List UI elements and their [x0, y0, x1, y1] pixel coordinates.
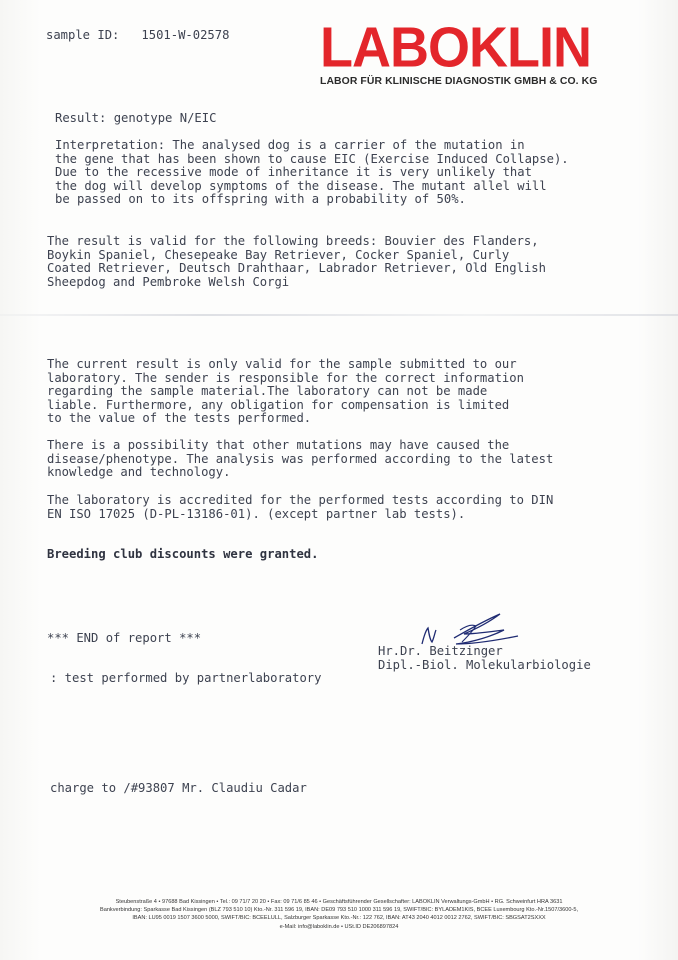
logo-wordmark: LABOKLIN	[320, 16, 591, 80]
validity-line: The current result is only valid for the sample submitted to our	[47, 357, 517, 371]
signer-title: Dipl.-Biol. Molekularbiologie	[378, 657, 591, 672]
possibility-line: There is a possibility that other mutations may have caused the	[47, 438, 510, 452]
end-of-report: *** END of report ***	[47, 631, 202, 645]
possibility-paragraph	[47, 439, 553, 480]
footer-line: IBAN: LU95 0019 1507 3600 5000, SWIFT/BIC: BCEELULL, Salzburger Sparkasse Kto.-Nr.: 122 762, IBAN: AT43 2040 4012 0012 2762, SWIFT/BIC: SBGSAT2SXXX	[132, 915, 546, 922]
partner-note: : test performed by partnerlaboratory	[50, 671, 322, 685]
validity-line: to the value of the tests performed.	[47, 411, 312, 426]
validity-line: laboratory. The sender is responsible for the correct information	[47, 370, 524, 385]
interpretation-line: Interpretation: The analysed dog is a carrier of the mutation in	[55, 138, 525, 152]
accreditation-paragraph	[47, 494, 553, 521]
interpretation-line: be passed on to its offspring with a probability of 50%.	[55, 192, 466, 207]
sample-id	[46, 29, 229, 43]
letterhead-footer	[0, 898, 678, 931]
signer-block	[378, 645, 591, 672]
breeds-line: Sheepdog and Pembroke Welsh Corgi	[47, 274, 290, 289]
charge-line: charge to /#93807 Mr. Claudiu Cadar	[50, 781, 307, 795]
possibility-line: knowledge and technology.	[47, 465, 231, 480]
interpretation-line: the dog will develop symptoms of the disease. The mutant allel will	[55, 178, 547, 193]
footer-line: Steubenstraße 4 • 97688 Bad Kissingen • Tel.: 09 71/7 20 20 • Fax: 09 71/6 85 46 • Geschäftsführender Gesellschafter: LABOKLIN Verwaltungs-GmbH • RG. Schweinfurt HRA 3631	[115, 899, 563, 905]
paper-fold-line	[0, 314, 678, 316]
validity-line: liable. Furthermore, any obligation for compensation is limited	[47, 397, 510, 412]
breeds-line: Coated Retriever, Deutsch Drahthaar, Labrador Retriever, Old English	[47, 261, 546, 276]
sample-id-label: sample ID:	[46, 28, 120, 42]
accreditation-line: The laboratory is accredited for the performed tests according to DIN	[47, 493, 554, 507]
signer-name: Hr.Dr. Beitzinger	[378, 644, 503, 658]
interpretation-paragraph	[55, 139, 569, 207]
validity-paragraph	[47, 358, 524, 426]
logo-subtitle: LABOR FÜR KLINISCHE DIAGNOSTIK GMBH & CO. KG	[320, 76, 598, 87]
result-line: Result: genotype N/EIC	[55, 111, 217, 125]
sample-id-value: 1501-W-02578	[141, 28, 230, 42]
footer-line: e-Mail: info@laboklin.de • USt.ID DE206897824	[279, 923, 399, 930]
possibility-line: disease/phenotype. The analysis was performed according to the latest	[47, 451, 554, 466]
validity-line: regarding the sample material.The laboratory can not be made	[47, 384, 488, 399]
interpretation-line: Due to the recessive mode of inheritance it is very unlikely that	[55, 165, 532, 180]
discount-note: Breeding club discounts were granted.	[47, 547, 319, 561]
breeds-line: Boykin Spaniel, Chesepeake Bay Retriever, Cocker Spaniel, Curly	[47, 247, 510, 262]
accreditation-line: EN ISO 17025 (D-PL-13186-01). (except partner lab tests).	[47, 506, 466, 521]
breeds-paragraph	[47, 235, 546, 289]
breeds-line: The result is valid for the following breeds: Bouvier des Flanders,	[47, 234, 539, 248]
interpretation-line: the gene that has been shown to cause EIC (Exercise Induced Collapse).	[55, 151, 569, 166]
footer-line: Bankverbindung: Sparkasse Bad Kissingen (BLZ 793 510 10) Kto.-Nr. 311 596 19, IBAN: DE09 793 510 1000 311 596 19, SWIFT/BIC: BYLADEM1KIS, BCEE Luxembourg Kto.-Nr.1507/3600-5,	[99, 907, 579, 914]
laboklin-logo	[320, 16, 616, 87]
